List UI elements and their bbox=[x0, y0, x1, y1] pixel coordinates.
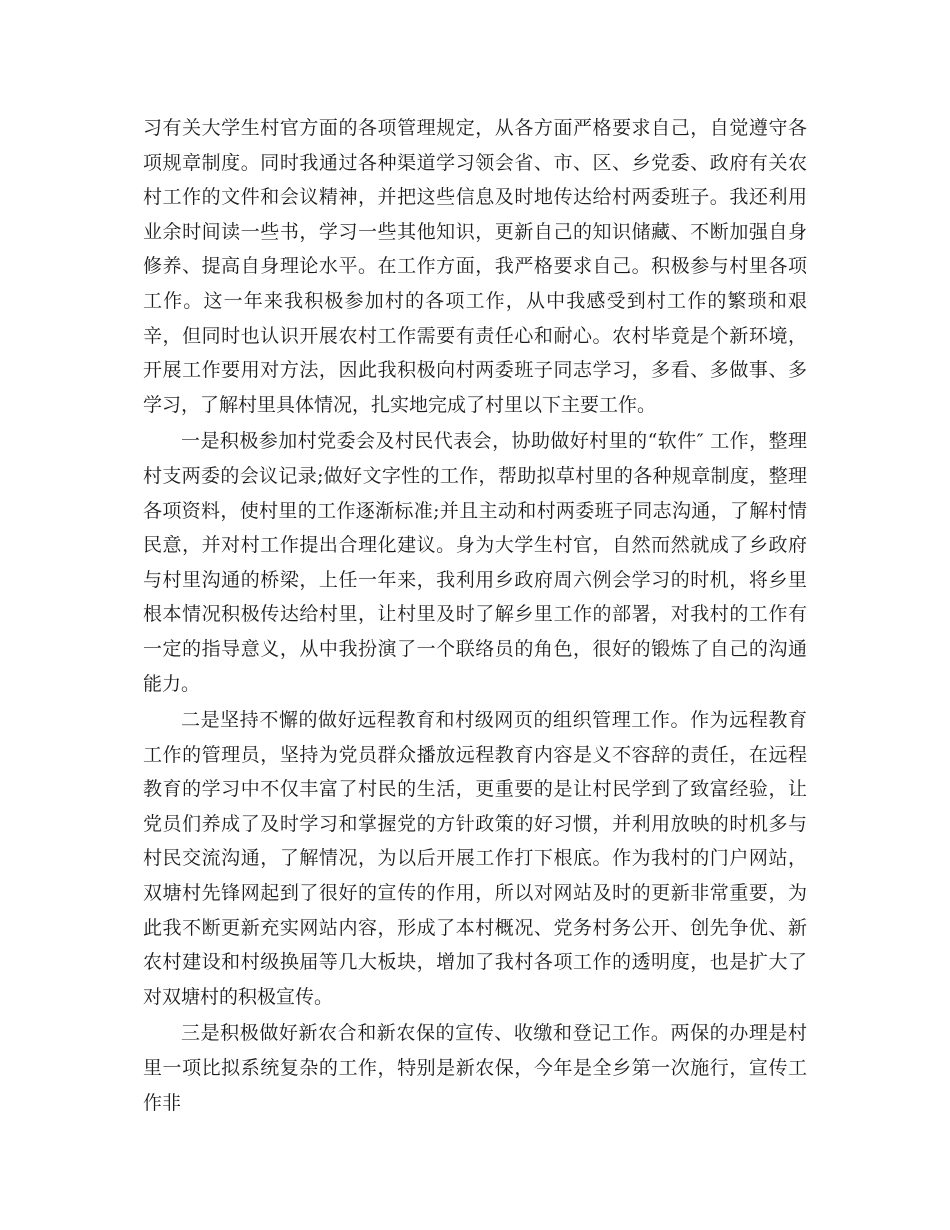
paragraph-intro: 习有关大学生村官方面的各项管理规定，从各方面严格要求自己，自觉遵守各项规章制度。同时我通过各种渠道学习领会省、市、区、乡党委、政府有关农村工作的文件和会议精神，并把这些信息及时地传达给村两委班子。我还利用业余时间读一些书，学习一些其他知识，更新自己的知识储藏、不断加强自身修养、提高自身理论水平。在工作方面，我严格要求自己。积极参与村里各项工作。这一年来我积极参加村的各项工作，从中我感受到村工作的繁琐和艰辛，但同时也认识开展农村工作需要有责任心和耐心。农村毕竟是个新环境，开展工作要用对方法，因此我积极向村两委班子同志学习，多看、多做事、多学习，了解村里具体情况，扎实地完成了村里以下主要工作。 bbox=[143, 117, 807, 416]
document-page bbox=[143, 111, 807, 1120]
paragraph-item-one: 一是积极参加村党委会及村民代表会，协助做好村里的“软件″ 工作，整理村支两委的会议记录;做好文字性的工作，帮助拟草村里的各种规章制度，整理各项资料，使村里的工作逐渐标准;并且主动和村两委班子同志沟通，了解村情民意，并对村工作提出合理化建议。身为大学生村官，自然而然就成了乡政府与村里沟通的桥梁，上任一年来，我利用乡政府周六例会学习的时机，将乡里根本情况积极传达给村里，让村里及时了解乡里工作的部署，对我村的工作有一定的指导意义，从中我扮演了一个联络员的角色，很好的锻炼了自己的沟通能力。 bbox=[143, 430, 807, 695]
paragraph-item-three: 三是积极做好新农合和新农保的宣传、收缴和登记工作。两保的办理是村里一项比拟系统复杂的工作，特别是新农保，今年是全乡第一次施行，宣传工作非 bbox=[143, 1022, 807, 1114]
paragraph-item-two: 二是坚持不懈的做好远程教育和村级网页的组织管理工作。作为远程教育工作的管理员，坚持为党员群众播放远程教育内容是义不容辞的责任，在远程教育的学习中不仅丰富了村民的生活，更重要的是让村民学到了致富经验，让党员们养成了及时学习和掌握党的方针政策的好习惯，并利用放映的时机多与村民交流沟通，了解情况，为以后开展工作打下根底。作为我村的门户网站，双塘村先锋网起到了很好的宣传的作用，所以对网站及时的更新非常重要，为此我不断更新充实网站内容，形成了本村概况、党务村务公开、创先争优、新农村建设和村级换届等几大板块，增加了我村各项工作的透明度，也是扩大了对双塘村的积极宣传。 bbox=[143, 709, 807, 1008]
